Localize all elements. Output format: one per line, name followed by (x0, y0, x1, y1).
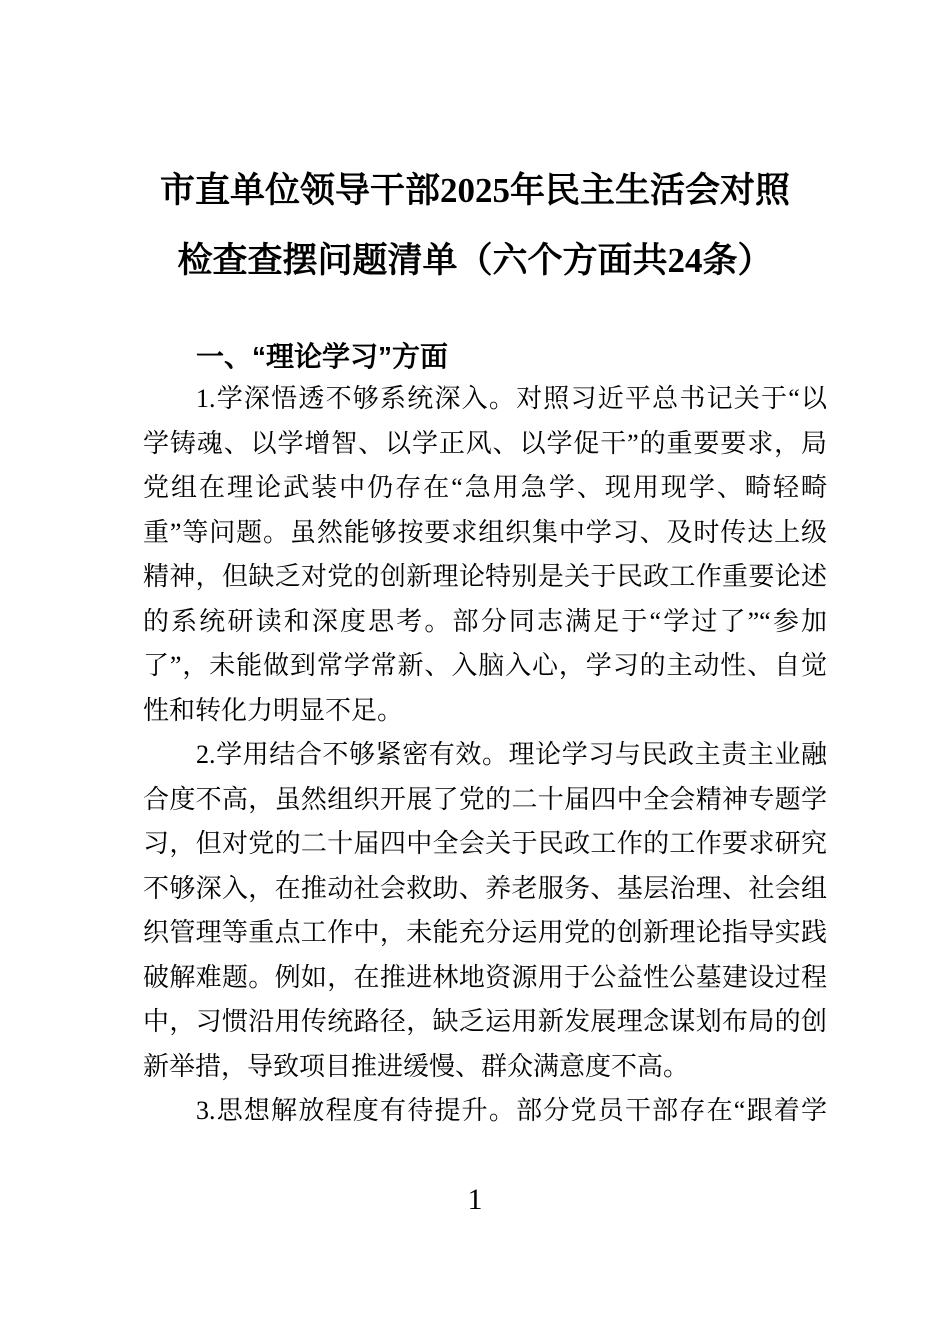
body-text (143, 377, 827, 1134)
body-line: 重”等问题。虽然能够按要求组织集中学习、及时传达上级 (143, 517, 827, 547)
body-line: 学铸魂、以学增智、以学正风、以学促干”的重要要求，局 (143, 428, 827, 458)
body-line: 织管理等重点工作中，未能充分运用党的创新理论指导实践 (143, 918, 827, 947)
body-line: 新举措，导致项目推进缓慢、群众满意度不高。 (143, 1051, 690, 1081)
page-number: 1 (467, 1183, 483, 1216)
body-line: 中，习惯沿用传统路径，缺乏运用新发展理念谋划布局的创 (143, 1007, 827, 1036)
body-line: 精神，但缺乏对党的创新理论特别是关于民政工作重要论述 (143, 562, 827, 591)
body-line: 了”，未能做到常学常新、入脑入心，学习的主动性、自觉 (143, 651, 827, 680)
body-line: 破解难题。例如，在推进林地资源用于公益性公墓建设过程 (143, 962, 827, 992)
body-line: 合度不高，虽然组织开展了党的二十届四中全会精神专题学 (143, 784, 827, 814)
body-line: 1.学深悟透不够系统深入。对照习近平总书记关于“以 (196, 384, 827, 413)
body-line: 性和转化力明显不足。 (143, 695, 404, 725)
body-line: 党组在理论武装中仍存在“急用急学、现用现学、畸轻畸 (143, 473, 827, 502)
document-title (0, 156, 950, 296)
body-line: 2.学用结合不够紧密有效。理论学习与民政主责主业融 (196, 740, 827, 769)
document-title-line-2: 检查查摆问题清单（六个方面共24条） (177, 241, 773, 280)
body-line: 的系统研读和深度思考。部分同志满足于“学过了”“参加 (143, 606, 827, 636)
section-heading: 一、“理论学习”方面 (196, 341, 449, 372)
document-title-line-1: 市直单位领导干部2025年民主生活会对照 (159, 171, 790, 210)
body-line: 不够深入，在推动社会救助、养老服务、基层治理、社会组 (143, 873, 827, 903)
body-line: 3.思想解放程度有待提升。部分党员干部存在“跟着学 (196, 1096, 827, 1125)
body-line: 习，但对党的二十届四中全会关于民政工作的工作要求研究 (143, 829, 827, 858)
